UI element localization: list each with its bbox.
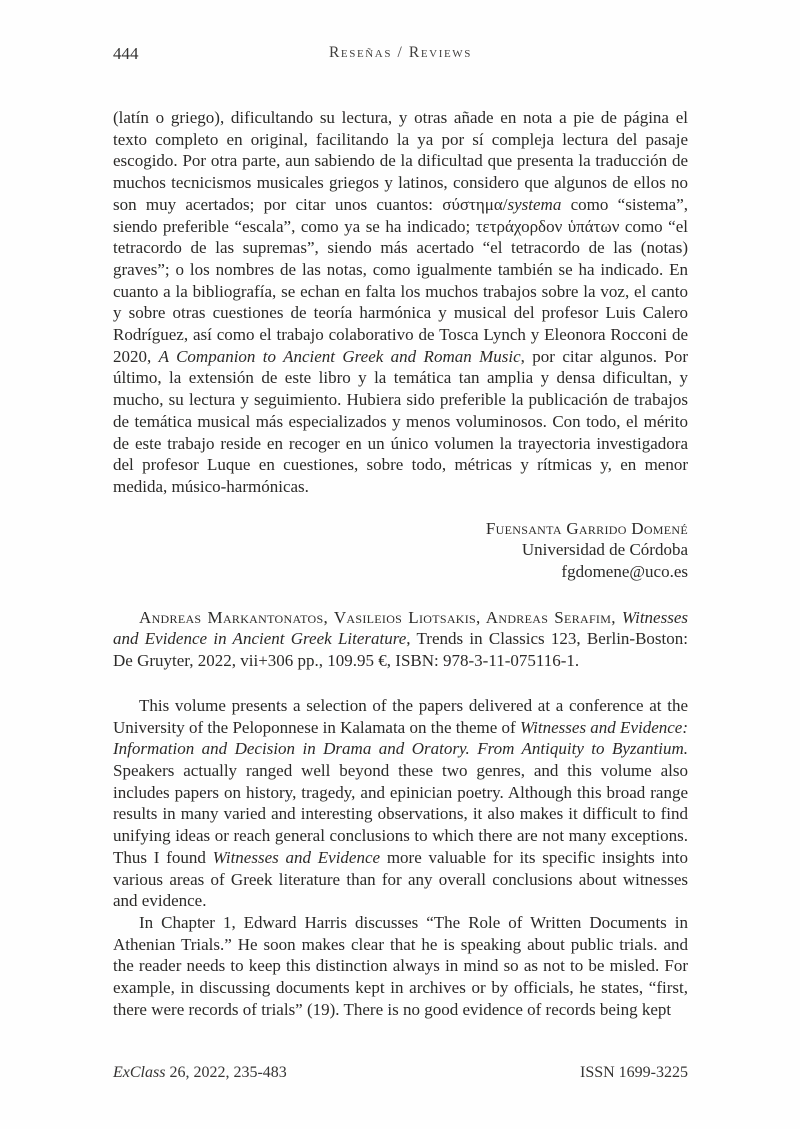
issn: ISSN 1699-3225	[579, 1064, 688, 1081]
page-footer	[113, 1064, 688, 1082]
review2-heading: Andreas Markantonatos, Vasileios Liotsakis, Andreas Serafim, Witnesses and Evidence in Ancient Greek Literature, Trends in Classics 123, Berlin-Boston: De Gruyter, 2022, vii+306 pp., 109.95 €, ISBN: 978-3-11-075116-1.	[113, 607, 688, 671]
running-title: Reseñas / Reviews	[328, 44, 473, 61]
reviewer-email: fgdomene@uco.es	[561, 562, 688, 582]
reviewer-name: Fuensanta Garrido Domené	[485, 518, 688, 538]
review1-continuation-paragraph: (latín o griego), dificultando su lectura, y otras añade en nota a pie de página el texto completo en original, facilitando la ya por sí compleja lectura del pasaje escogido. Por otra parte, aun sabiendo de la dificultad que presenta la traducción de muchos tecnicismos musicales griegos y latinos, considero que algunos de ellos no son muy acertados; por citar unos cuantos: σύστημα/systema como “sistema”, siendo preferible “escala”, como ya se ha indicado; τετράχορδον ὑπάτων como “el tetracordo de las supremas”, siendo más acertado “el tetracordo de las (notas) graves”; o los nombres de las notas, como igualmente también se ha indicado. En cuanto a la bibliografía, se echan en falta los muchos trabajos sobre la voz, el canto y sobre otras cuestiones de teoría harmónica y musical del profesor Luis Calero Rodríguez, así como el trabajo colaborativo de Tosca Lynch y Eleonora Rocconi de 2020, A Companion to Ancient Greek and Roman Music, por citar algunos. Por último, la extensión de este libro y la temática tan amplia y densa dificultan, y mucho, su lectura y seguimiento. Hubiera sido preferible la publicación de trabajos de temática musical más especializados y menos voluminosos. Con todo, el mérito de este trabajo reside en recoger en un único volumen la trayectoria investigadora del profesor Luque en cuestiones, sobre todo, métricas y rítmicas y, en menor medida, músico-harmónicas.	[113, 108, 689, 496]
reviewer-signature	[113, 518, 688, 583]
page-number: 444	[113, 44, 139, 63]
running-head	[113, 44, 688, 66]
journal-citation: ExClass 26, 2022, 235-483	[113, 1064, 287, 1081]
text-block	[113, 107, 688, 1020]
review2-paragraph-1: This volume presents a selection of the papers delivered at a conference at the University of the Peloponnese in Kalamata on the theme of Witnesses and Evidence: Information and Decision in Drama and Oratory. From Antiquity to Byzantium. Speakers actually ranged well beyond these two genres, and this volume also includes papers on history, tragedy, and epinician poetry. Although this broad range results in many varied and interesting observations, it also makes it difficult to find unifying ideas or reach general conclusions to which there are not many exceptions. Thus I found Witnesses and Evidence more valuable for its specific insights into various areas of Greek literature than for any overall conclusions about witnesses and evidence.	[113, 695, 689, 911]
reviewer-affiliation: Universidad de Córdoba	[521, 540, 688, 560]
review2-paragraph-2: In Chapter 1, Edward Harris discusses “The Role of Written Documents in Athenian Trials.” He soon makes clear that he is speaking about public trials. and the reader needs to keep this distinction always in mind so as not to be misled. For example, in discussing documents kept in archives or by officials, he states, “first, there were records of trials” (19). There is no good evidence of records being kept	[113, 912, 688, 1019]
